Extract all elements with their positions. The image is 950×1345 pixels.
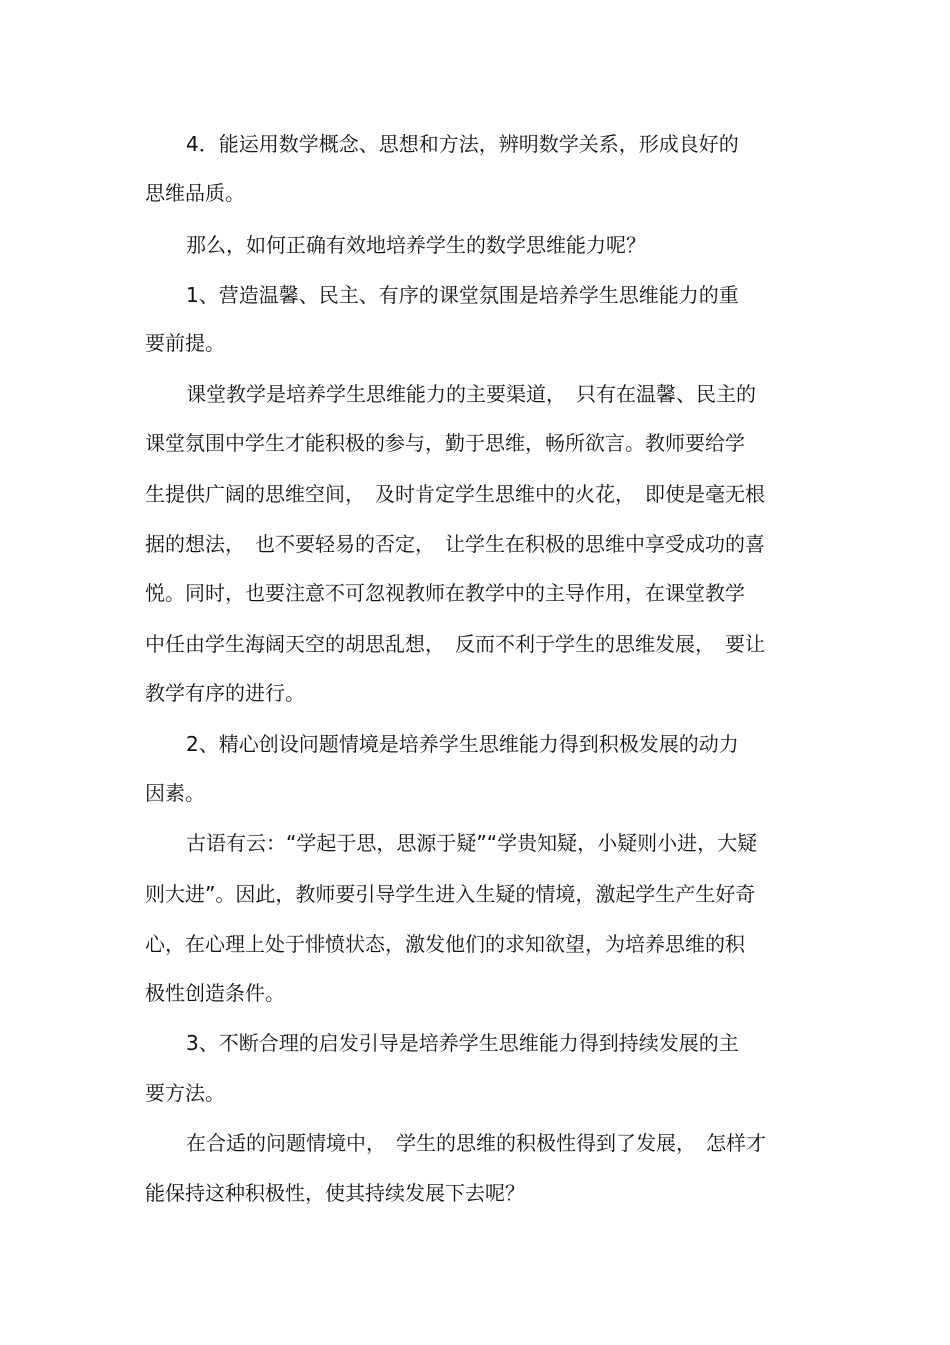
paragraph-line: 则大进”。因此，教师要引导学生进入生疑的情境，激起学生产生好奇 [145, 882, 756, 906]
paragraph-line: 那么，如何正确有效地培养学生的数学思维能力呢？ [186, 233, 646, 257]
paragraph-line: 思维品质。 [145, 181, 245, 205]
paragraph-line: 教学有序的进行。 [145, 681, 305, 705]
paragraph-line: 要方法。 [145, 1081, 225, 1105]
paragraph-line: 心，在心理上处于悱愤状态，激发他们的求知欲望，为培养思维的积 [145, 932, 745, 956]
paragraph-line: 1、营造温馨、民主、有序的课堂氛围是培养学生思维能力的重 [186, 283, 739, 307]
paragraph-line: 悦。同时，也要注意不可忽视教师在教学中的主导作用，在课堂教学 [145, 581, 745, 605]
paragraph-line: 课堂氛围中学生才能积极的参与，勤于思维，畅所欲言。教师要给学 [145, 431, 745, 455]
paragraph-line: 据的想法， 也不要轻易的否定， 让学生在积极的思维中享受成功的喜 [145, 532, 765, 556]
paragraph-line: 4．能运用数学概念、思想和方法，辨明数学关系，形成良好的 [186, 132, 739, 156]
paragraph-line: 3、不断合理的启发引导是培养学生思维能力得到持续发展的主 [186, 1031, 739, 1055]
paragraph-line: 生提供广阔的思维空间， 及时肯定学生思维中的火花， 即使是毫无根 [145, 482, 765, 506]
paragraph-line: 课堂教学是培养学生思维能力的主要渠道， 只有在温馨、民主的 [186, 382, 756, 406]
paragraph-line: 极性创造条件。 [145, 981, 285, 1005]
paragraph-line: 能保持这种积极性，使其持续发展下去呢？ [145, 1181, 525, 1205]
paragraph-line: 2、精心创设问题情境是培养学生思维能力得到积极发展的动力 [186, 732, 739, 756]
paragraph-line: 在合适的问题情境中， 学生的思维的积极性得到了发展， 怎样才 [186, 1131, 766, 1155]
paragraph-line: 古语有云：“学起于思，思源于疑”“学贵知疑，小疑则小进，大疑 [186, 831, 758, 855]
paragraph-line: 要前提。 [145, 331, 225, 355]
paragraph-line: 因素。 [145, 781, 205, 805]
paragraph-line: 中任由学生海阔天空的胡思乱想， 反而不利于学生的思维发展， 要让 [145, 632, 765, 656]
